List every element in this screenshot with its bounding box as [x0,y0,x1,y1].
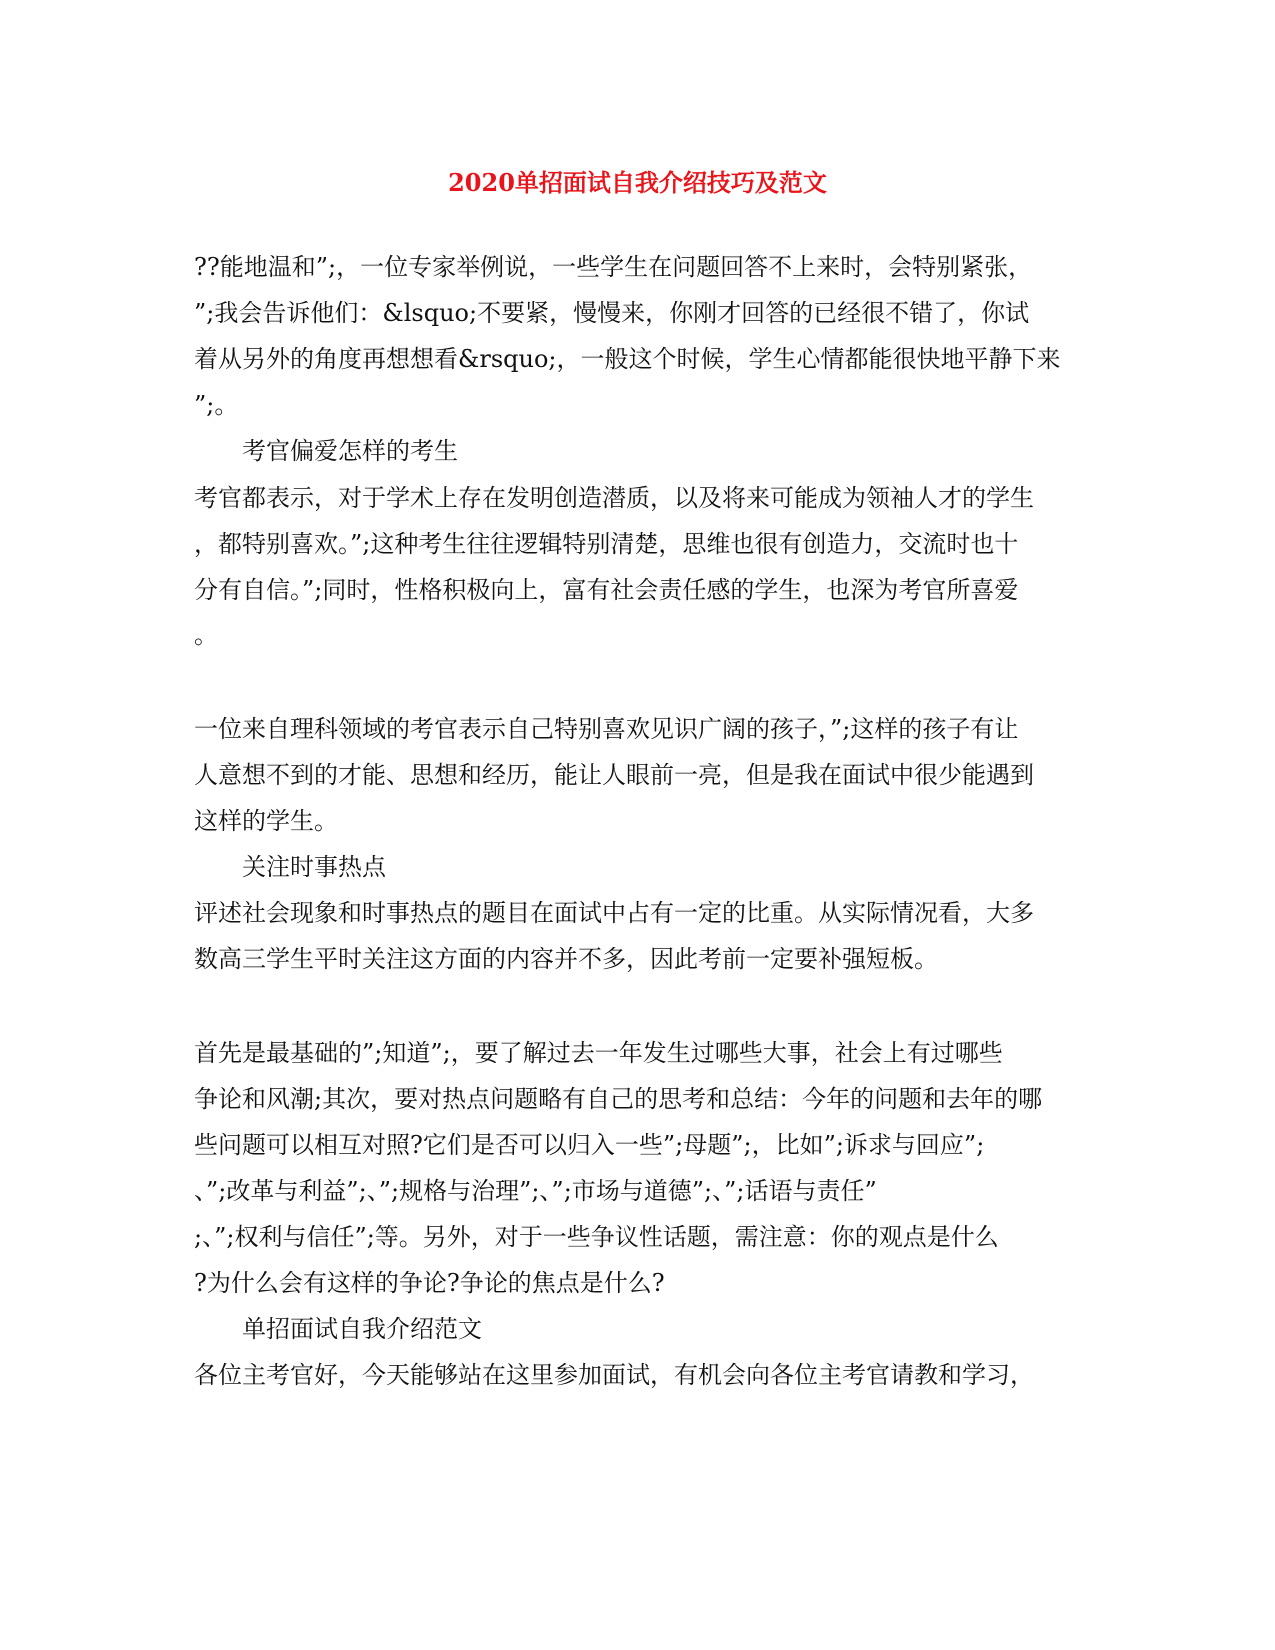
text-line: 各位主考官好，今天能够站在这里参加面试，有机会向各位主考官请教和学习， [194,1361,1034,1389]
text-line: 考官都表示，对于学术上存在发明创造潜质，以及将来可能成为领袖人才的学生 [194,484,1034,512]
text-line: 人意想不到的才能、思想和经历，能让人眼前一亮，但是我在面试中很少能遇到 [194,761,1034,789]
text-line: 。 [194,621,218,649]
section-heading: 关注时事热点 [242,853,386,881]
text-line: 评述社会现象和时事热点的题目在面试中占有一定的比重。从实际情况看，大多 [194,899,1034,927]
text-line: 这样的学生。 [194,807,338,835]
document-title: 2020单招面试自我介绍技巧及范文 [448,168,827,197]
text-line: ?为什么会有这样的争论?争论的焦点是什么? [194,1269,665,1297]
section-heading: 单招面试自我介绍范文 [242,1315,482,1343]
text-line: 分有自信。”;同时，性格积极向上，富有社会责任感的学生，也深为考官所喜爱 [194,576,1019,604]
text-line: 数高三学生平时关注这方面的内容并不多，因此考前一定要补强短板。 [194,945,938,973]
text-line: 、”;改革与利益”;、”;规格与治理”;、”;市场与道德”;、”;话语与责任” [194,1177,877,1205]
text-line: 着从另外的角度再想想看&rsquo;，一般这个时候，学生心情都能很快地平静下来 [194,345,1061,373]
text-line: ??能地温和”;，一位专家举例说，一些学生在问题回答不上来时，会特别紧张， [194,253,1033,281]
text-line: ”;。 [194,391,239,419]
text-line: 首先是最基础的”;知道”;，要了解过去一年发生过哪些大事，社会上有过哪些 [194,1039,1003,1067]
text-line: 争论和风潮;其次，要对热点问题略有自己的思考和总结：今年的问题和去年的哪 [194,1085,1043,1113]
text-line: ”;我会告诉他们：&lsquo;不要紧，慢慢来，你刚才回答的已经很不错了，你试 [194,299,1030,327]
text-line: ;、”;权利与信任”;等。另外，对于一些争议性话题，需注意：你的观点是什么 [194,1223,999,1251]
text-line: 一位来自理科领域的考官表示自己特别喜欢见识广阔的孩子，”;这样的孩子有让 [194,715,1019,743]
section-heading: 考官偏爱怎样的考生 [242,437,458,465]
text-line: ，都特别喜欢。”;这种考生往往逻辑特别清楚，思维也很有创造力，交流时也十 [194,530,1019,558]
text-line: 些问题可以相互对照?它们是否可以归入一些”;母题”;，比如”;诉求与回应”; [194,1131,985,1159]
